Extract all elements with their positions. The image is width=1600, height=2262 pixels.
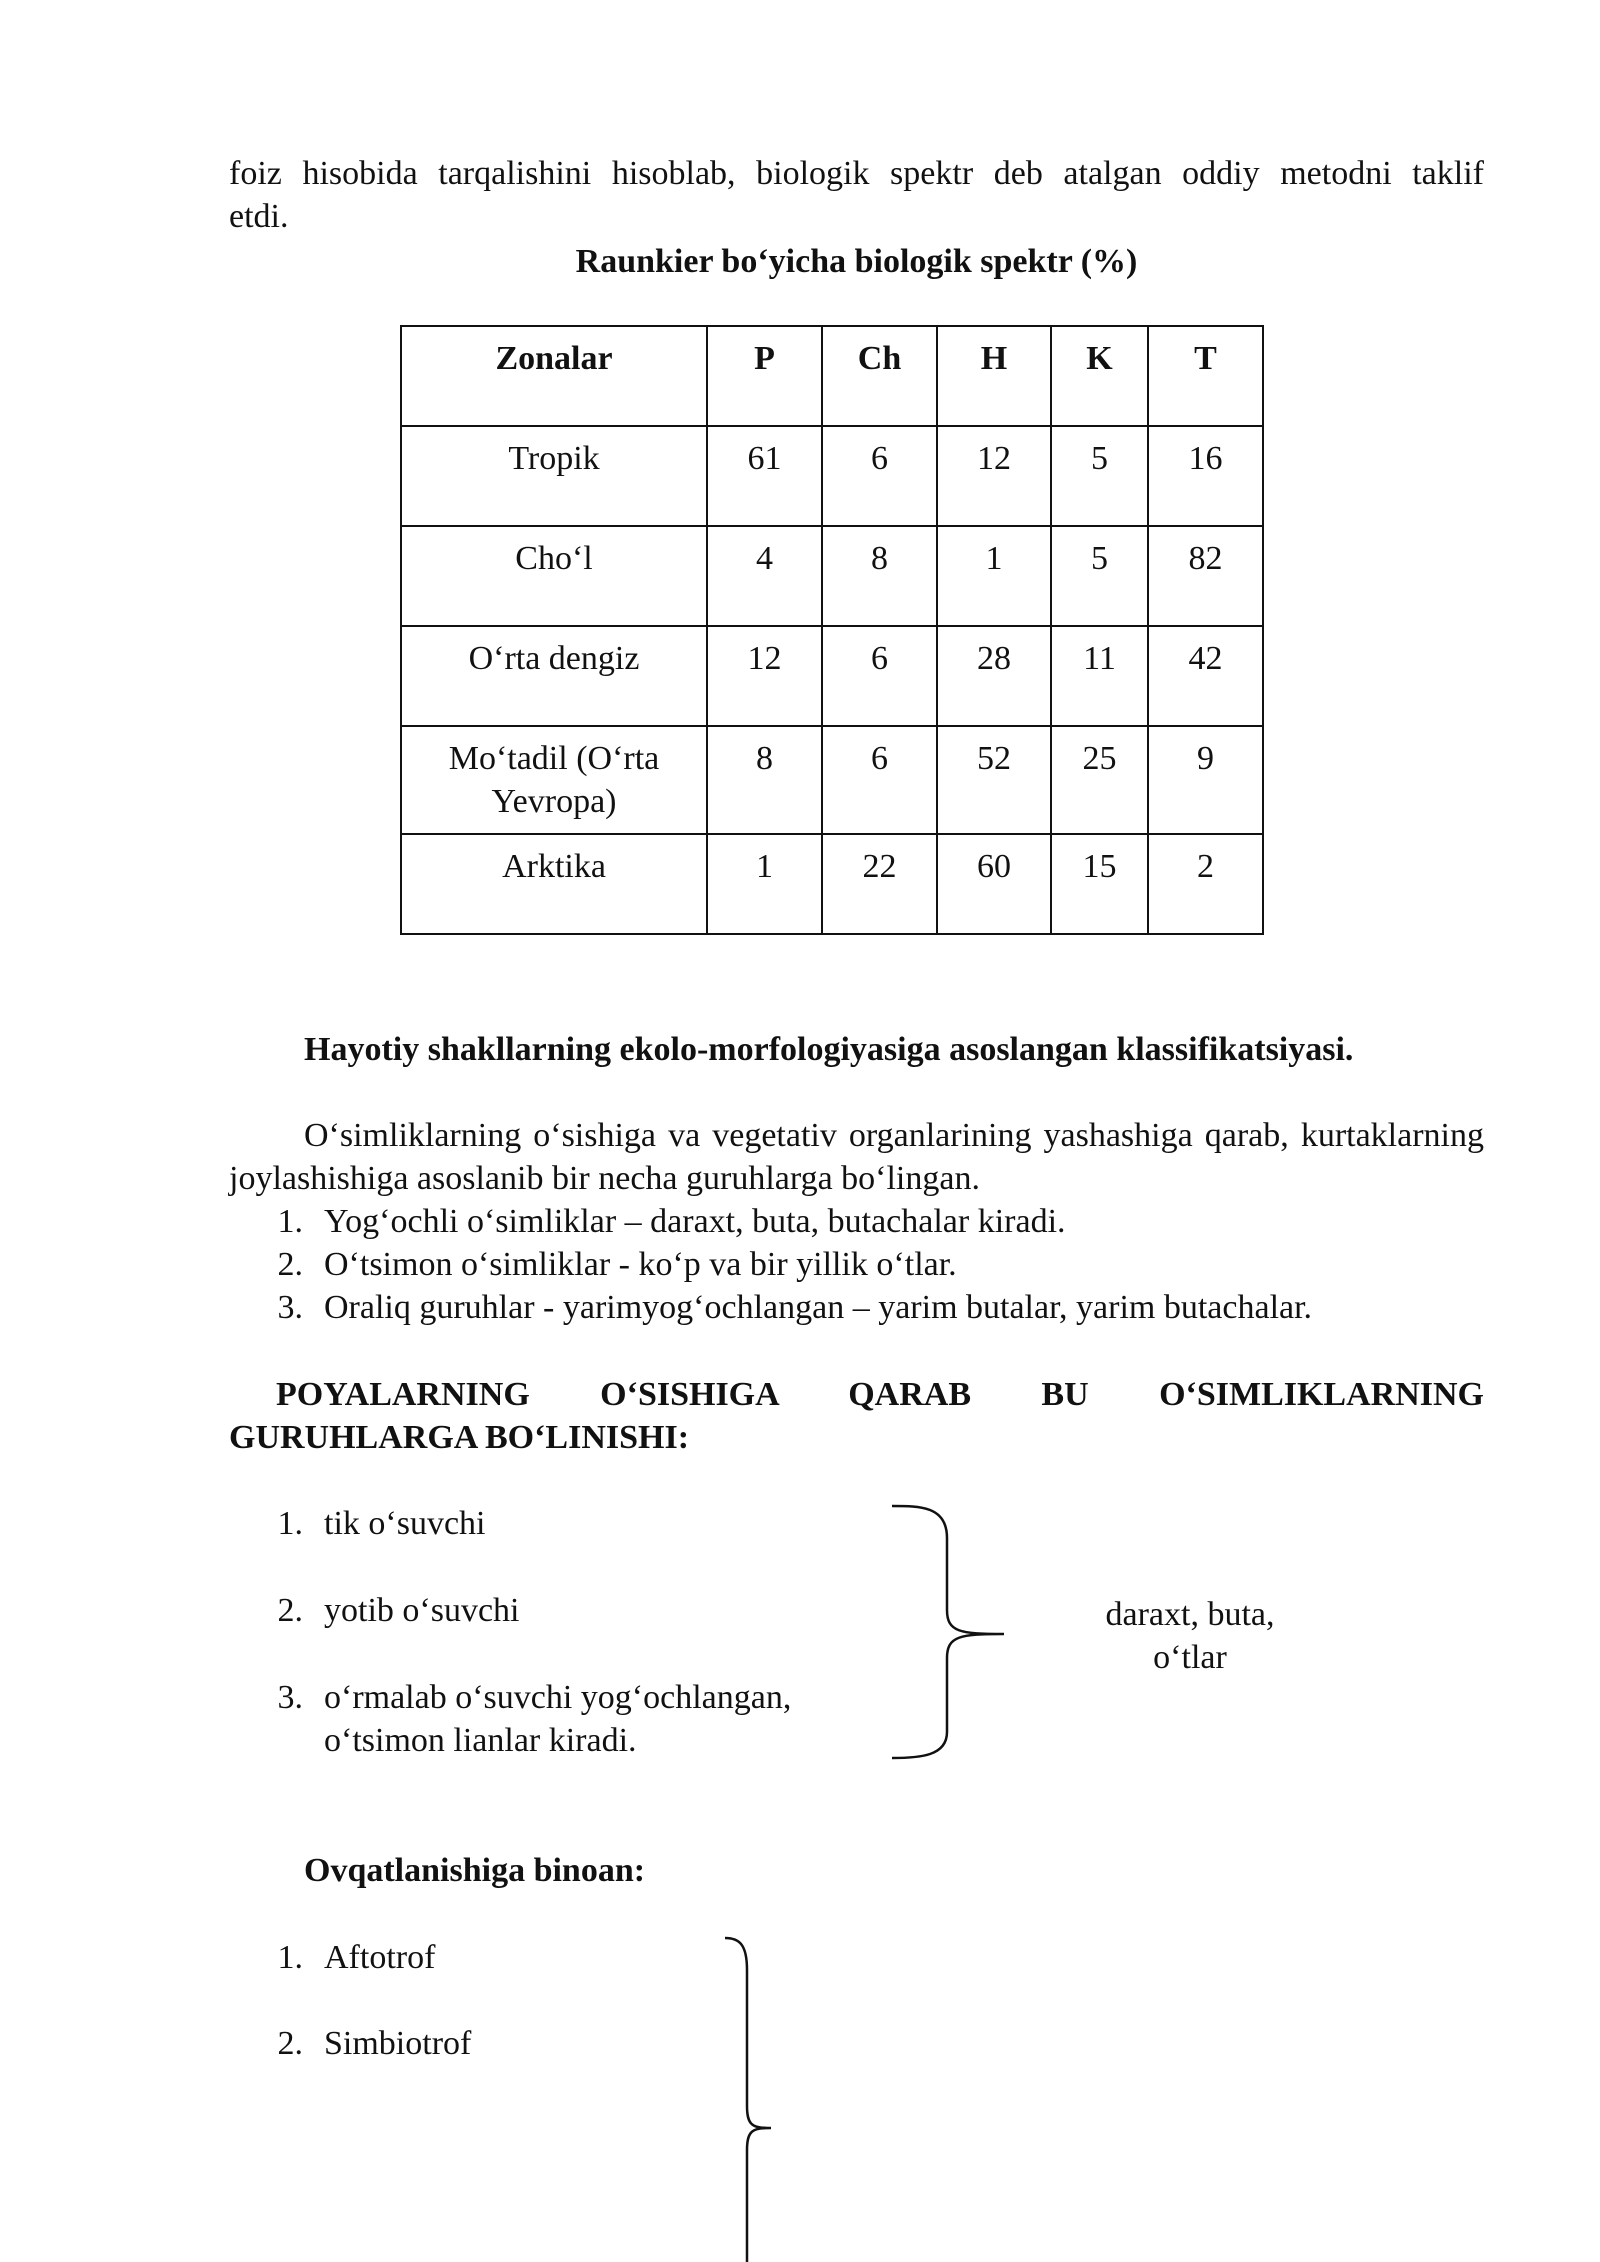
list-number: 2. — [277, 2025, 303, 2062]
list-number: 1. — [277, 1505, 303, 1542]
value-cell: 1 — [707, 834, 822, 934]
header-h: H — [937, 326, 1051, 426]
list-number: 3. — [277, 1289, 303, 1326]
list-item: Aftotrof — [324, 1939, 436, 1976]
table-row — [401, 426, 1263, 526]
value-cell: 5 — [1051, 526, 1148, 626]
value-cell: 15 — [1051, 834, 1148, 934]
value-cell: 16 — [1148, 426, 1263, 526]
table-row — [401, 526, 1263, 626]
value-cell: 12 — [707, 626, 822, 726]
table-row — [401, 726, 1263, 834]
list-item: yotib o‘suvchi — [324, 1592, 520, 1629]
value-cell: 8 — [822, 526, 937, 626]
header-ch: Ch — [822, 326, 937, 426]
list-number: 3. — [277, 1679, 303, 1716]
value-cell: 6 — [822, 626, 937, 726]
section2-heading: POYALARNING O‘SISHIGA QARAB BU O‘SIMLIKLARNING GURUHLARGA BO‘LINISHI: — [229, 1376, 1484, 1456]
value-cell: 82 — [1148, 526, 1263, 626]
brace-label: daraxt, buta, o‘tlar — [1105, 1596, 1275, 1676]
header-t: T — [1148, 326, 1263, 426]
value-cell: 60 — [937, 834, 1051, 934]
table-row — [401, 834, 1263, 934]
spectrum-table — [400, 325, 1264, 935]
value-cell: 2 — [1148, 834, 1263, 934]
header-p: P — [707, 326, 822, 426]
section3-heading: Ovqatlanishiga binoan: — [304, 1852, 646, 1889]
right-brace-icon — [715, 1930, 785, 2262]
value-cell: 1 — [937, 526, 1051, 626]
list-item: O‘tsimon o‘simliklar - ko‘p va bir yillik o‘tlar. — [324, 1246, 957, 1283]
list-item: Oraliq guruhlar - yarimyog‘ochlangan – yarim butalar, yarim butachalar. — [324, 1289, 1313, 1326]
zone-cell: Tropik — [401, 426, 707, 526]
value-cell: 5 — [1051, 426, 1148, 526]
value-cell: 61 — [707, 426, 822, 526]
list-number: 2. — [277, 1592, 303, 1629]
section1-heading: Hayotiy shakllarning ekolo-morfologiyasiga asoslangan klassifikatsiyasi. — [304, 1031, 1354, 1068]
list-item: Yog‘ochli o‘simliklar – daraxt, buta, butachalar kiradi. — [324, 1203, 1066, 1240]
zone-cell: Arktika — [401, 834, 707, 934]
list-number: 2. — [277, 1246, 303, 1283]
table-row — [401, 626, 1263, 726]
value-cell: 4 — [707, 526, 822, 626]
zone-cell: Mo‘tadil (O‘rta Yevropa) — [401, 726, 707, 834]
list-item: Simbiotrof — [324, 2025, 472, 2062]
section1-paragraph: O‘simliklarning o‘sishiga va vegetativ organlarining yashashiga qarab, kurtaklarning joylashishiga asoslanib bir necha guruhlarga bo‘lingan. — [229, 1117, 1484, 1197]
value-cell: 11 — [1051, 626, 1148, 726]
value-cell: 22 — [822, 834, 937, 934]
zone-cell: Cho‘l — [401, 526, 707, 626]
value-cell: 25 — [1051, 726, 1148, 834]
list-item: tik o‘suvchi — [324, 1505, 486, 1542]
value-cell: 12 — [937, 426, 1051, 526]
value-cell: 9 — [1148, 726, 1263, 834]
value-cell: 52 — [937, 726, 1051, 834]
intro-line-2: etdi. — [229, 198, 289, 235]
right-brace-icon — [880, 1498, 1020, 1768]
value-cell: 6 — [822, 426, 937, 526]
value-cell: 8 — [707, 726, 822, 834]
intro-line-1: foiz hisobida tarqalishini hisoblab, biologik spektr deb atalgan oddiy metodni taklif — [229, 155, 1484, 192]
list-item: o‘rmalab o‘suvchi yog‘ochlangan, o‘tsimon lianlar kiradi. — [324, 1679, 792, 1759]
intro-paragraph — [229, 152, 1484, 238]
value-cell: 42 — [1148, 626, 1263, 726]
list-number: 1. — [277, 1939, 303, 1976]
table-title: Raunkier bo‘yicha biologik spektr (%) — [575, 243, 1138, 280]
header-k: K — [1051, 326, 1148, 426]
value-cell: 28 — [937, 626, 1051, 726]
table-header-row — [401, 326, 1263, 426]
value-cell: 6 — [822, 726, 937, 834]
zone-cell: O‘rta dengiz — [401, 626, 707, 726]
list-number: 1. — [277, 1203, 303, 1240]
header-zonalar: Zonalar — [401, 326, 707, 426]
